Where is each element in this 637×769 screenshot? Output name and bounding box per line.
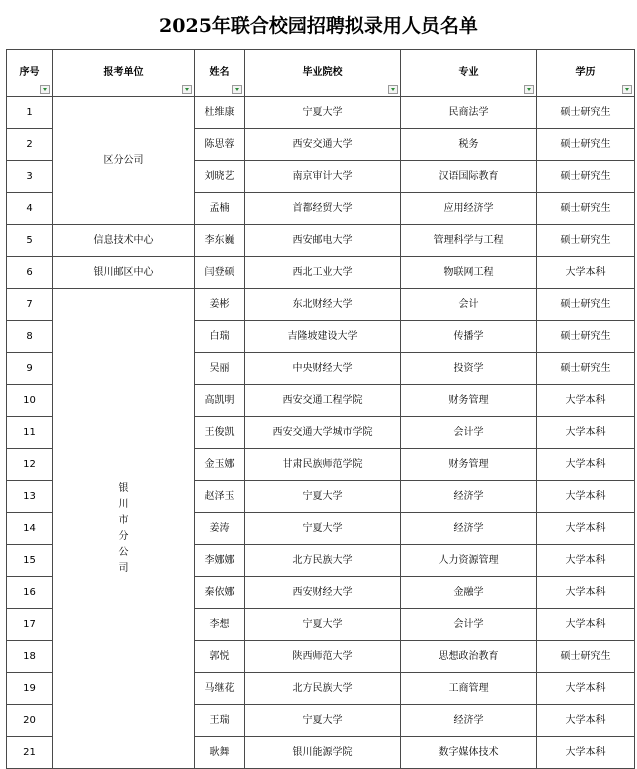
cell-degree[interactable]: 大学本科 bbox=[537, 449, 635, 481]
cell-name[interactable]: 马继花 bbox=[195, 673, 245, 705]
table-row bbox=[7, 289, 635, 321]
cell-degree[interactable]: 大学本科 bbox=[537, 545, 635, 577]
header-major bbox=[401, 50, 537, 97]
cell-seq[interactable]: 1 bbox=[7, 97, 53, 129]
cell-major[interactable]: 税务 bbox=[401, 129, 537, 161]
cell-seq[interactable]: 18 bbox=[7, 641, 53, 673]
cell-seq[interactable]: 14 bbox=[7, 513, 53, 545]
cell-name[interactable]: 李想 bbox=[195, 609, 245, 641]
table-row bbox=[7, 97, 635, 129]
cell-major[interactable]: 会计 bbox=[401, 289, 537, 321]
cell-major[interactable]: 物联网工程 bbox=[401, 257, 537, 289]
cell-major[interactable]: 人力资源管理 bbox=[401, 545, 537, 577]
sheet-title: 2025年联合校园招聘拟录用人员名单 bbox=[159, 15, 478, 37]
cell-name[interactable]: 郭悦 bbox=[195, 641, 245, 673]
cell-major[interactable]: 应用经济学 bbox=[401, 193, 537, 225]
cell-degree[interactable]: 大学本科 bbox=[537, 705, 635, 737]
cell-name[interactable]: 吴丽 bbox=[195, 353, 245, 385]
cell-seq[interactable]: 3 bbox=[7, 161, 53, 193]
cell-school[interactable]: 南京审计大学 bbox=[245, 161, 401, 193]
cell-major[interactable]: 金融学 bbox=[401, 577, 537, 609]
cell-school[interactable]: 西北工业大学 bbox=[245, 257, 401, 289]
cell-name[interactable]: 高凯明 bbox=[195, 385, 245, 417]
cell-school[interactable]: 宁夏大学 bbox=[245, 97, 401, 129]
filter-dropdown-icon[interactable] bbox=[182, 85, 192, 94]
cell-seq[interactable]: 17 bbox=[7, 609, 53, 641]
filter-dropdown-icon[interactable] bbox=[40, 85, 50, 94]
cell-name[interactable]: 王俊凯 bbox=[195, 417, 245, 449]
cell-major[interactable]: 经济学 bbox=[401, 705, 537, 737]
cell-major[interactable]: 工商管理 bbox=[401, 673, 537, 705]
cell-major[interactable]: 传播学 bbox=[401, 321, 537, 353]
cell-degree[interactable]: 硕士研究生 bbox=[537, 193, 635, 225]
cell-seq[interactable]: 4 bbox=[7, 193, 53, 225]
cell-major[interactable]: 经济学 bbox=[401, 513, 537, 545]
filter-dropdown-icon[interactable] bbox=[622, 85, 632, 94]
cell-name[interactable]: 杜维康 bbox=[195, 97, 245, 129]
cell-major[interactable]: 会计学 bbox=[401, 417, 537, 449]
cell-degree[interactable]: 硕士研究生 bbox=[537, 289, 635, 321]
cell-seq[interactable]: 16 bbox=[7, 577, 53, 609]
cell-school[interactable]: 甘肃民族师范学院 bbox=[245, 449, 401, 481]
roster-table bbox=[6, 49, 635, 769]
header-school-label: 毕业院校 bbox=[302, 67, 343, 79]
header-degree-label: 学历 bbox=[575, 67, 596, 79]
cell-school[interactable]: 西安邮电大学 bbox=[245, 225, 401, 257]
header-unit-label: 报考单位 bbox=[103, 67, 144, 79]
cell-major[interactable]: 汉语国际教育 bbox=[401, 161, 537, 193]
cell-degree[interactable]: 硕士研究生 bbox=[537, 225, 635, 257]
cell-school[interactable]: 中央财经大学 bbox=[245, 353, 401, 385]
filter-dropdown-icon[interactable] bbox=[232, 85, 242, 94]
cell-school[interactable]: 西安交通大学 bbox=[245, 129, 401, 161]
header-name bbox=[195, 50, 245, 97]
cell-degree[interactable]: 硕士研究生 bbox=[537, 353, 635, 385]
cell-school[interactable]: 银川能源学院 bbox=[245, 737, 401, 769]
header-school bbox=[245, 50, 401, 97]
cell-degree[interactable]: 硕士研究生 bbox=[537, 97, 635, 129]
cell-seq[interactable]: 2 bbox=[7, 129, 53, 161]
cell-major[interactable]: 投资学 bbox=[401, 353, 537, 385]
header-seq bbox=[7, 50, 53, 97]
cell-seq[interactable]: 7 bbox=[7, 289, 53, 321]
cell-major[interactable]: 管理科学与工程 bbox=[401, 225, 537, 257]
cell-degree[interactable]: 大学本科 bbox=[537, 609, 635, 641]
cell-seq[interactable]: 9 bbox=[7, 353, 53, 385]
cell-seq[interactable]: 11 bbox=[7, 417, 53, 449]
header-name-label: 姓名 bbox=[209, 67, 230, 79]
cell-major[interactable]: 会计学 bbox=[401, 609, 537, 641]
cell-name[interactable]: 李东巍 bbox=[195, 225, 245, 257]
cell-school[interactable]: 吉隆坡建设大学 bbox=[245, 321, 401, 353]
cell-school[interactable]: 西安财经大学 bbox=[245, 577, 401, 609]
cell-school[interactable]: 北方民族大学 bbox=[245, 673, 401, 705]
cell-school[interactable]: 宁夏大学 bbox=[245, 609, 401, 641]
filter-dropdown-icon[interactable] bbox=[388, 85, 398, 94]
header-unit bbox=[53, 50, 195, 97]
cell-seq[interactable]: 15 bbox=[7, 545, 53, 577]
cell-school[interactable]: 西安交通大学城市学院 bbox=[245, 417, 401, 449]
cell-degree[interactable]: 大学本科 bbox=[537, 577, 635, 609]
header-major-label: 专业 bbox=[458, 67, 479, 79]
table-row bbox=[7, 225, 635, 257]
cell-degree[interactable]: 硕士研究生 bbox=[537, 129, 635, 161]
cell-major[interactable]: 数字媒体技术 bbox=[401, 737, 537, 769]
cell-degree[interactable]: 大学本科 bbox=[537, 673, 635, 705]
cell-unit-yinchuan-city[interactable] bbox=[53, 289, 195, 769]
header-row bbox=[7, 50, 635, 97]
cell-school[interactable]: 北方民族大学 bbox=[245, 545, 401, 577]
cell-seq[interactable]: 10 bbox=[7, 385, 53, 417]
cell-name[interactable]: 王瑞 bbox=[195, 705, 245, 737]
cell-degree[interactable]: 大学本科 bbox=[537, 481, 635, 513]
cell-major[interactable]: 经济学 bbox=[401, 481, 537, 513]
cell-degree[interactable]: 硕士研究生 bbox=[537, 161, 635, 193]
cell-seq[interactable]: 20 bbox=[7, 705, 53, 737]
cell-major[interactable]: 财务管理 bbox=[401, 385, 537, 417]
cell-name[interactable]: 白瑞 bbox=[195, 321, 245, 353]
cell-major[interactable]: 民商法学 bbox=[401, 97, 537, 129]
cell-seq[interactable]: 6 bbox=[7, 257, 53, 289]
cell-name[interactable]: 李娜娜 bbox=[195, 545, 245, 577]
cell-seq[interactable]: 19 bbox=[7, 673, 53, 705]
cell-degree[interactable]: 大学本科 bbox=[537, 737, 635, 769]
cell-name[interactable]: 耿舞 bbox=[195, 737, 245, 769]
cell-school[interactable]: 宁夏大学 bbox=[245, 513, 401, 545]
unit-vertical-label: 银川市分公司 bbox=[118, 482, 129, 574]
cell-name[interactable]: 姜彬 bbox=[195, 289, 245, 321]
header-degree bbox=[537, 50, 635, 97]
cell-unit-infotech[interactable]: 信息技术中心 bbox=[53, 225, 195, 257]
cell-name[interactable]: 闫登硕 bbox=[195, 257, 245, 289]
cell-seq[interactable]: 13 bbox=[7, 481, 53, 513]
cell-major[interactable]: 财务管理 bbox=[401, 449, 537, 481]
cell-school[interactable]: 首都经贸大学 bbox=[245, 193, 401, 225]
cell-degree[interactable]: 硕士研究生 bbox=[537, 321, 635, 353]
cell-degree[interactable]: 大学本科 bbox=[537, 257, 635, 289]
cell-seq[interactable]: 8 bbox=[7, 321, 53, 353]
cell-name[interactable]: 陈思蓉 bbox=[195, 129, 245, 161]
cell-name[interactable]: 姜涛 bbox=[195, 513, 245, 545]
cell-seq[interactable]: 12 bbox=[7, 449, 53, 481]
cell-degree[interactable]: 硕士研究生 bbox=[537, 641, 635, 673]
cell-unit-yinchuan-mail[interactable]: 银川邮区中心 bbox=[53, 257, 195, 289]
cell-seq[interactable]: 21 bbox=[7, 737, 53, 769]
cell-name[interactable]: 孟楠 bbox=[195, 193, 245, 225]
cell-name[interactable]: 金玉娜 bbox=[195, 449, 245, 481]
cell-school[interactable]: 宁夏大学 bbox=[245, 705, 401, 737]
cell-school[interactable]: 宁夏大学 bbox=[245, 481, 401, 513]
cell-seq[interactable]: 5 bbox=[7, 225, 53, 257]
cell-degree[interactable]: 大学本科 bbox=[537, 385, 635, 417]
table-row bbox=[7, 257, 635, 289]
cell-name[interactable]: 赵泽玉 bbox=[195, 481, 245, 513]
cell-degree[interactable]: 大学本科 bbox=[537, 417, 635, 449]
cell-degree[interactable]: 大学本科 bbox=[537, 513, 635, 545]
cell-name[interactable]: 刘晓艺 bbox=[195, 161, 245, 193]
cell-name[interactable]: 秦依娜 bbox=[195, 577, 245, 609]
cell-major[interactable]: 思想政治教育 bbox=[401, 641, 537, 673]
cell-school[interactable]: 西安交通工程学院 bbox=[245, 385, 401, 417]
cell-school[interactable]: 陕西师范大学 bbox=[245, 641, 401, 673]
cell-unit-district[interactable]: 区分公司 bbox=[53, 97, 195, 225]
cell-school[interactable]: 东北财经大学 bbox=[245, 289, 401, 321]
filter-dropdown-icon[interactable] bbox=[524, 85, 534, 94]
header-seq-label: 序号 bbox=[19, 67, 40, 79]
